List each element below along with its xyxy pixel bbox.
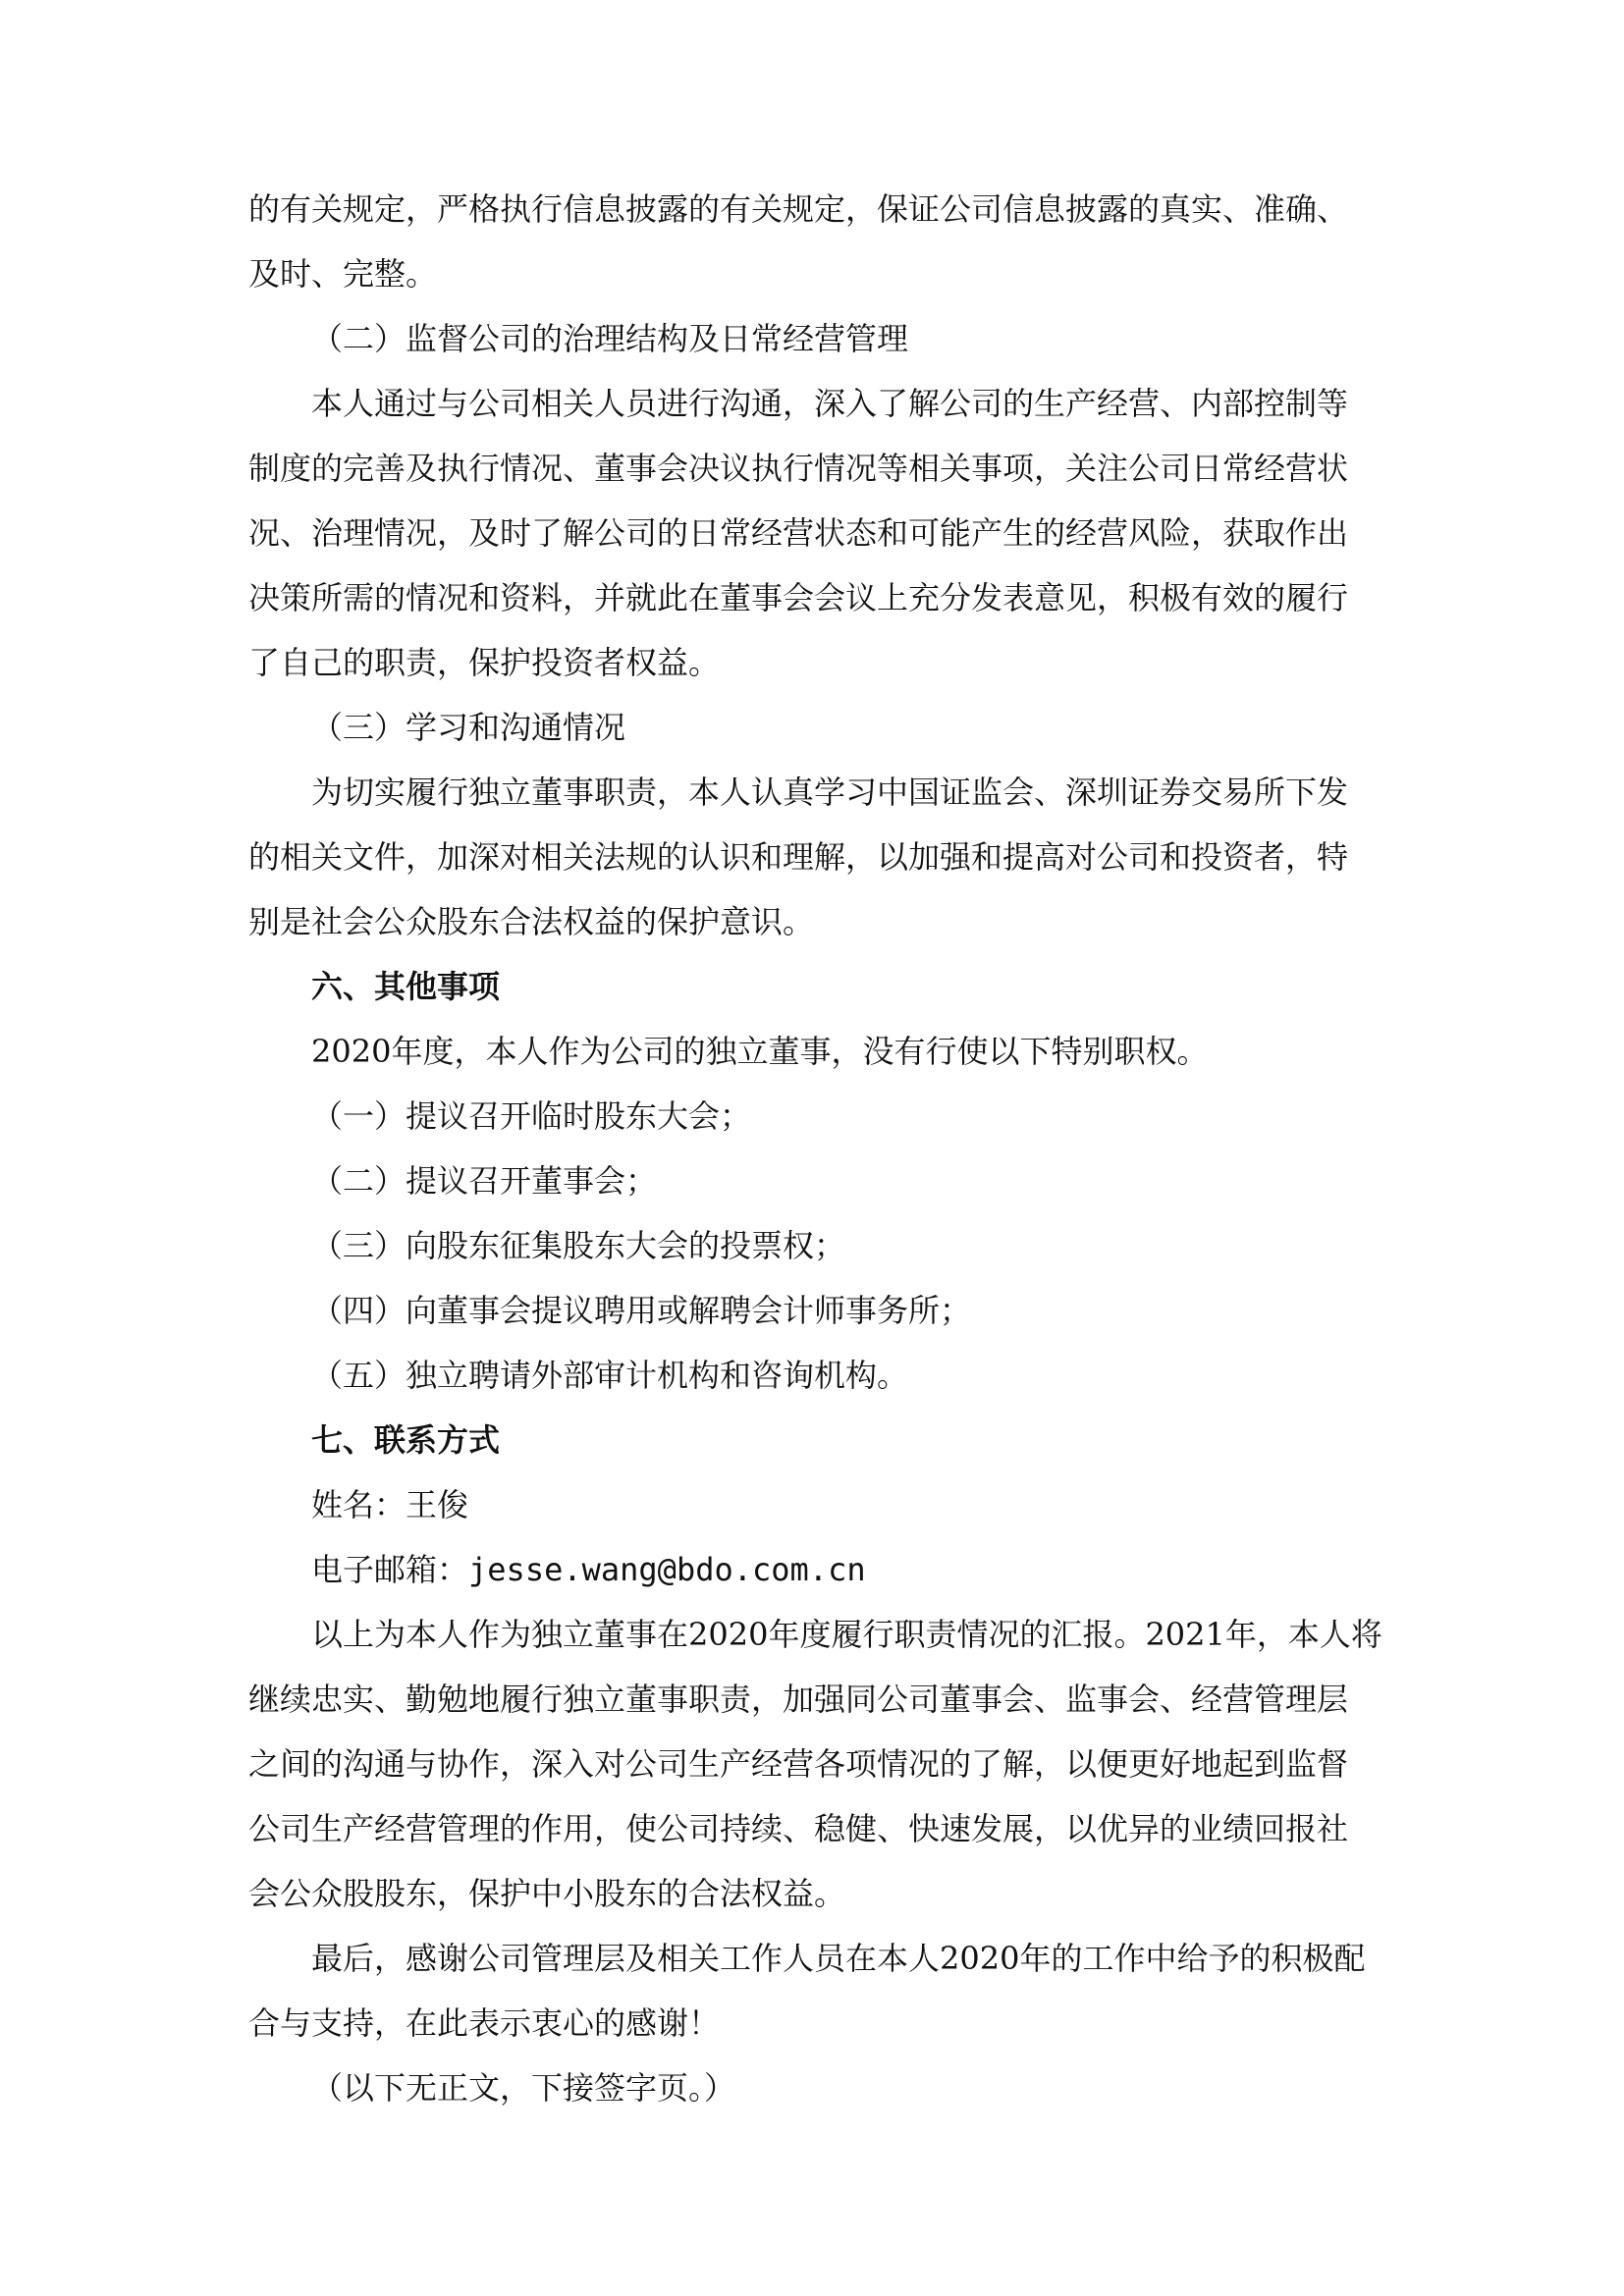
contact-name-value: 王俊 — [406, 1486, 469, 1523]
text-line: 公司生产经营管理的作用，使公司持续、稳健、快速发展，以优异的业绩回报社 — [248, 1810, 1349, 1847]
contact-name — [248, 1472, 1387, 1537]
subheading-governance: （二）监督公司的治理结构及日常经营管理 — [311, 320, 909, 357]
contact-name-label: 姓名： — [311, 1486, 406, 1523]
paragraph-disclosure — [248, 177, 1387, 306]
paragraph-learning — [248, 760, 1387, 954]
text-line: 及时、完整。 — [248, 255, 438, 293]
text-line: 的相关文件，加深对相关法规的认识和理解，以加强和提高对公司和投资者，特 — [248, 838, 1349, 876]
text-line: 为切实履行独立董事职责，本人认真学习中国证监会、深圳证券交易所下发 — [311, 774, 1349, 811]
list-item: （三）向股东征集股东大会的投票权； — [311, 1227, 846, 1264]
list-item: （二）提议召开董事会； — [311, 1162, 658, 1200]
section-heading-contact: 七、联系方式 — [311, 1421, 501, 1459]
text-line: 合与支持，在此表示衷心的感谢！ — [248, 2004, 721, 2042]
document-page — [248, 177, 1387, 2120]
paragraph-governance — [248, 371, 1387, 695]
paragraph-special-powers: 2020年度，本人作为公司的独立董事，没有行使以下特别职权。 — [311, 1033, 1209, 1070]
paragraph-thanks — [248, 1926, 1387, 2056]
special-powers-list — [248, 1084, 1387, 1408]
contact-email-label: 电子邮箱： — [311, 1551, 469, 1588]
list-item: （五）独立聘请外部审计机构和咨询机构。 — [311, 1357, 909, 1394]
text-line: 以上为本人作为独立董事在2020年度履行职责情况的汇报。2021年，本人将 — [311, 1616, 1382, 1653]
contact-email — [248, 1537, 1387, 1602]
closing-note: （以下无正文，下接签字页。） — [311, 2069, 736, 2107]
text-line: 别是社会公众股东合法权益的保护意识。 — [248, 903, 815, 940]
text-line: 的有关规定，严格执行信息披露的有关规定，保证公司信息披露的真实、准确、 — [248, 190, 1349, 228]
paragraph-summary — [248, 1602, 1387, 1926]
section-heading-other-matters: 六、其他事项 — [311, 968, 501, 1005]
text-line: 会公众股股东，保护中小股东的合法权益。 — [248, 1875, 846, 1912]
text-line: 本人通过与公司相关人员进行沟通，深入了解公司的生产经营、内部控制等 — [311, 385, 1349, 422]
subheading-learning: （三）学习和沟通情况 — [311, 709, 626, 746]
list-item: （一）提议召开临时股东大会； — [311, 1097, 752, 1135]
text-line: 继续忠实、勤勉地履行独立董事职责，加强同公司董事会、监事会、经营管理层 — [248, 1681, 1349, 1718]
text-line: 了自己的职责，保护投资者权益。 — [248, 644, 721, 681]
list-item: （四）向董事会提议聘用或解聘会计师事务所； — [311, 1292, 972, 1329]
text-line: 况、治理情况，及时了解公司的日常经营状态和可能产生的经营风险，获取作出 — [248, 514, 1349, 552]
text-line: 之间的沟通与协作，深入对公司生产经营各项情况的了解，以便更好地起到监督 — [248, 1745, 1349, 1783]
text-line: 制度的完善及执行情况、董事会决议执行情况等相关事项，关注公司日常经营状 — [248, 450, 1349, 487]
text-line: 决策所需的情况和资料，并就此在董事会会议上充分发表意见，积极有效的履行 — [248, 579, 1349, 616]
text-line: 最后，感谢公司管理层及相关工作人员在本人2020年的工作中给予的积极配 — [311, 1940, 1366, 1977]
contact-email-value: jesse.wang@bdo.com.cn — [468, 1551, 866, 1588]
